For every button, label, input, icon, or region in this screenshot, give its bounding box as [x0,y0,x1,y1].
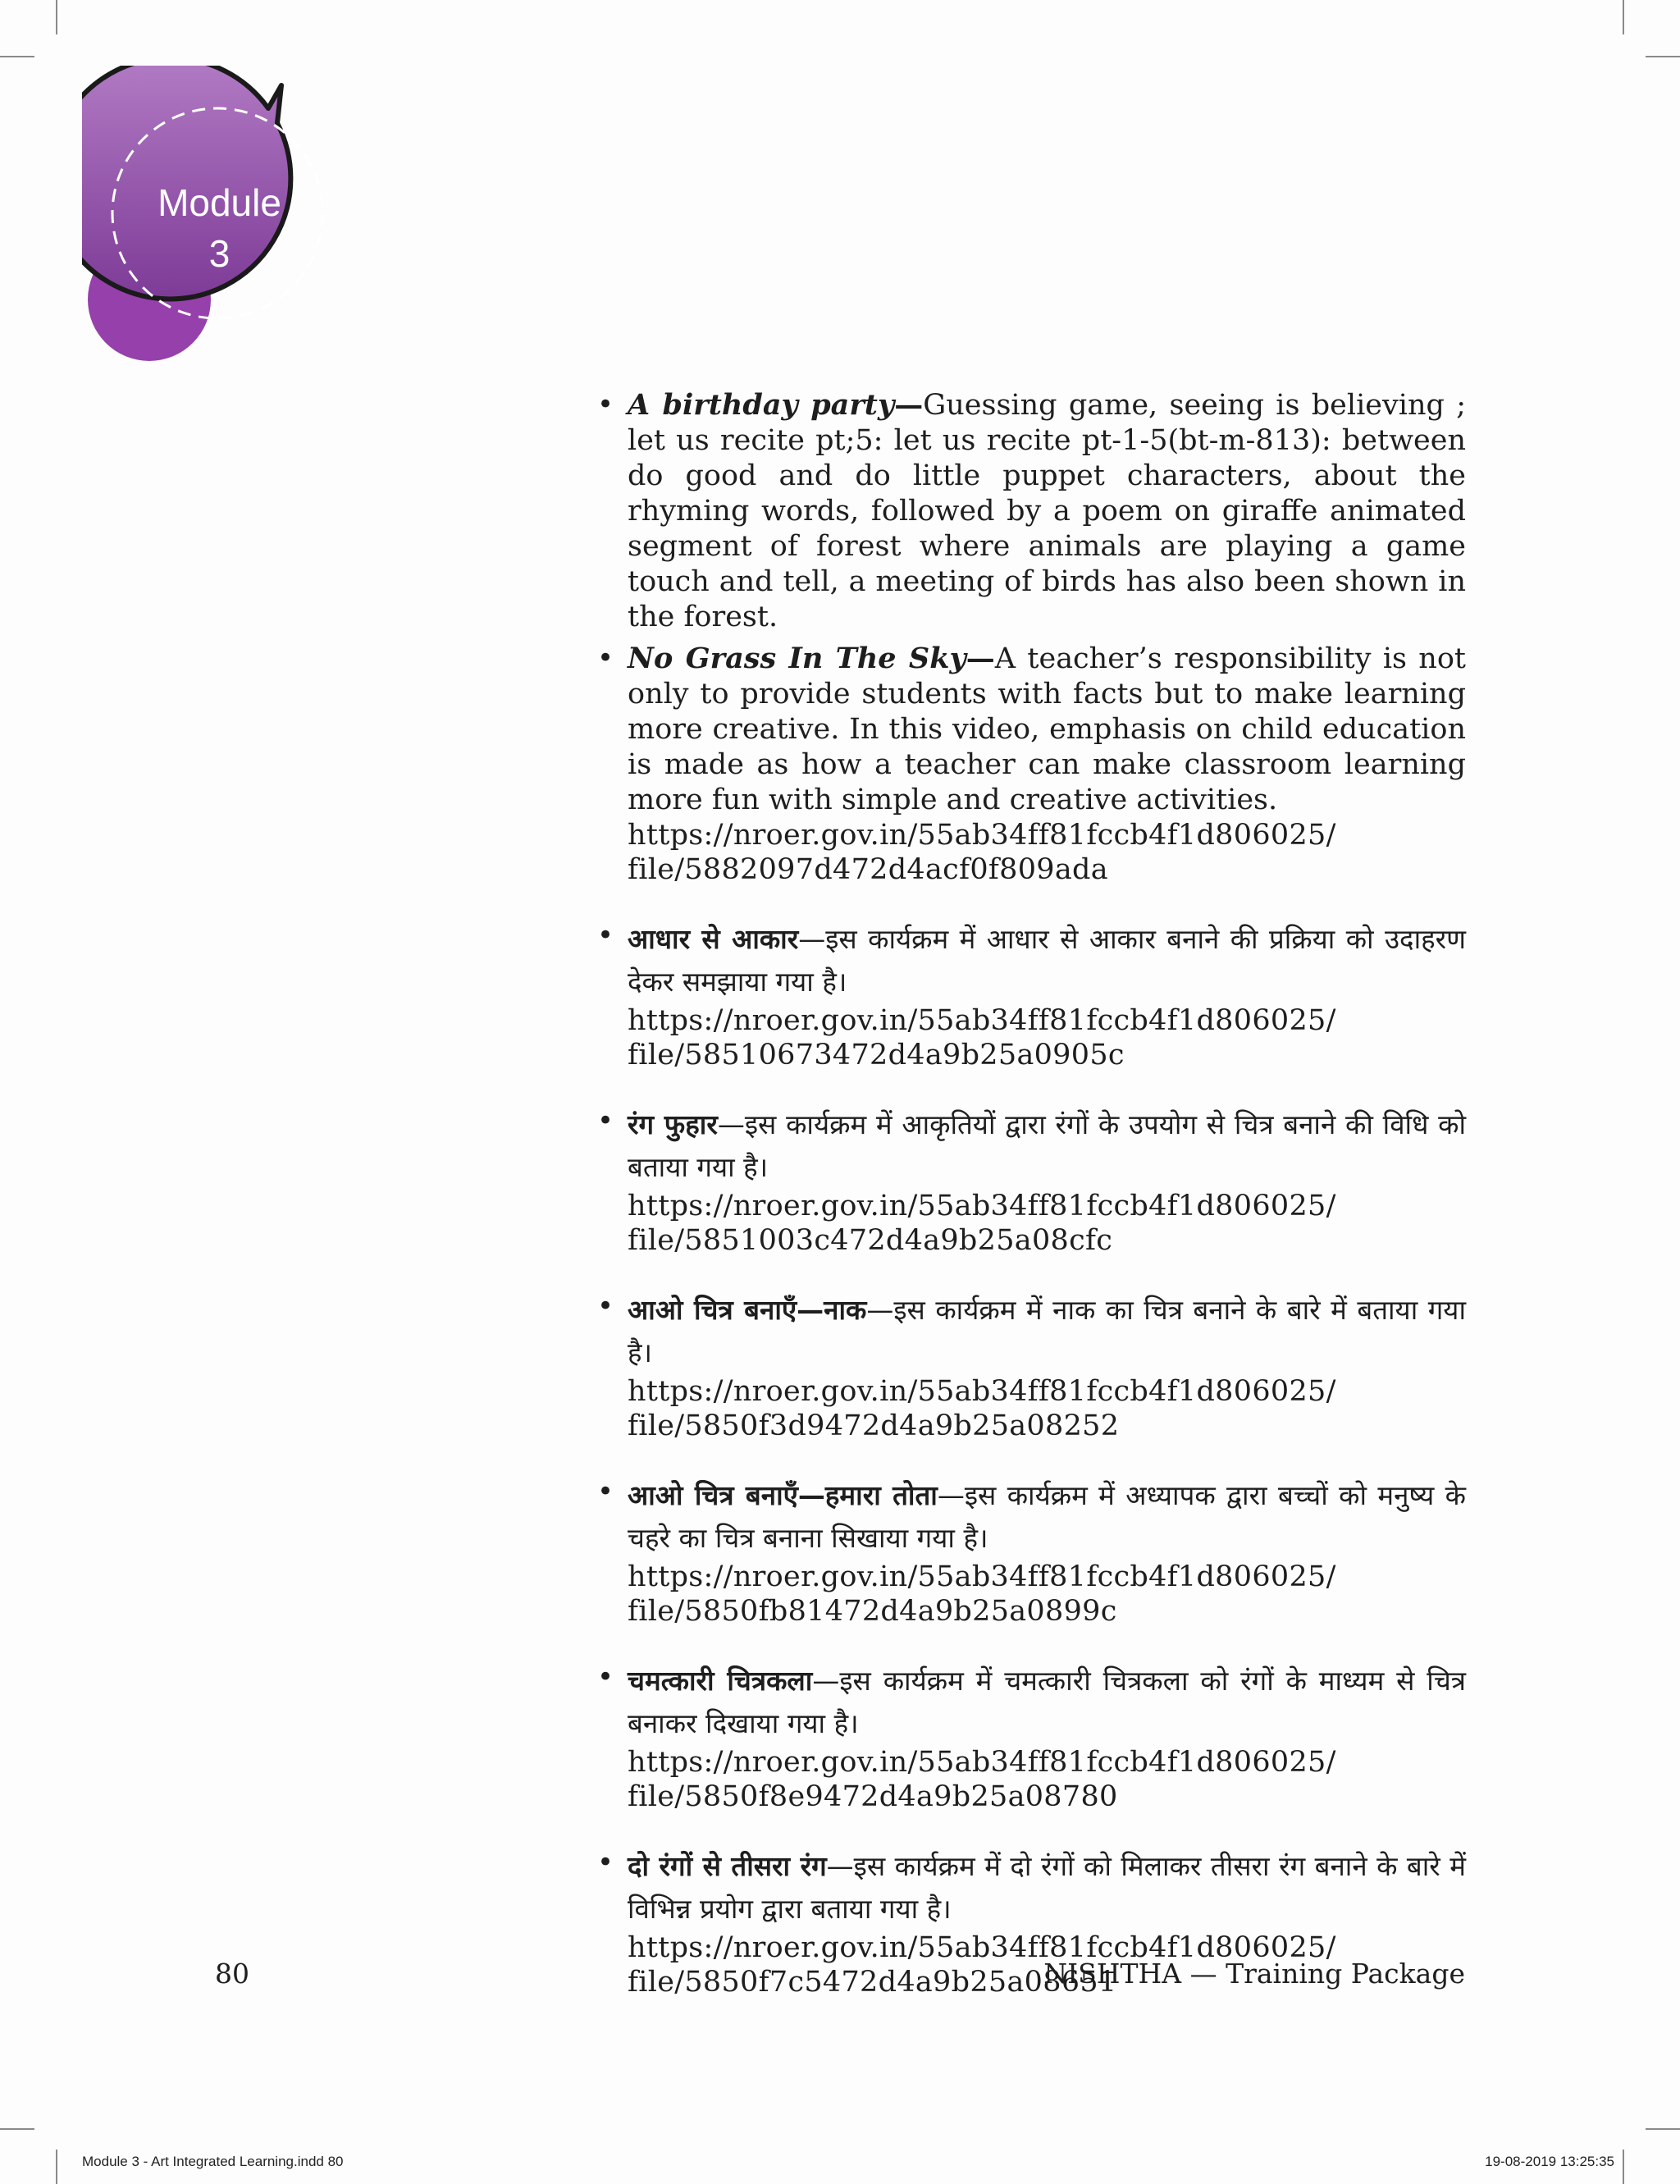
entry-hindi-text [628,1660,1466,1745]
running-footer-title: NISHTHA — Training Package [1043,1958,1465,1990]
bullet-icon: • [597,1475,614,1508]
entry-hindi-text [628,918,1466,1003]
list-item-chamatkari-chitrakala [595,1660,1466,1814]
resource-link-line-2[interactable]: file/58510673472d4a9b25a0905c [628,1039,1125,1071]
resource-link-line-2[interactable]: file/5850f3d9472d4a9b25a08252 [628,1410,1120,1442]
crop-mark-bottom-right-vertical [1623,2150,1624,2184]
bullet-icon: • [597,1846,614,1879]
bullet-icon: • [597,1661,614,1693]
resource-link-line-2[interactable]: file/5850f8e9472d4a9b25a08780 [628,1780,1118,1813]
crop-mark-bottom-right-horizontal [1646,2128,1680,2130]
bullet-icon: • [597,388,614,421]
entry-description: A teacher’s responsibility is not only to provide students with facts but to make learning more creative. In this video, emphasis on child education is made as how a teacher can make classroom learning more fun with simple and creative activities. [628,642,1466,816]
entry-title: आधार से आकार [628,923,799,955]
entry-dash: — [966,642,995,675]
resource-link-line-1[interactable]: https://nroer.gov.in/55ab34ff81fccb4f1d806025/ [628,819,1336,852]
crop-mark-bottom-left-vertical [56,2150,57,2184]
bullet-icon: • [597,642,614,674]
module-number: 3 [208,232,231,275]
crop-mark-top-left-horizontal [0,56,34,57]
entry-description: —इस कार्यक्रम में आकृतियों द्वारा रंगों के उपयोग से चित्र बनाने की विधि को बताया गया है। [628,1108,1467,1183]
crop-mark-top-right-horizontal [1646,56,1680,57]
resource-link-line-2[interactable]: file/5851003c472d4a9b25a08cfc [628,1224,1113,1257]
resource-link-line-2[interactable]: file/5882097d472d4acf0f809ada [628,853,1108,886]
crop-mark-bottom-left-horizontal [0,2128,34,2130]
entry-title: दो रंगों से तीसरा रंग [628,1850,827,1882]
print-slug-datetime: 19-08-2019 13:25:35 [1485,2154,1614,2169]
list-item-rang-fuhar [595,1103,1466,1258]
entry-description: —इस कार्यक्रम में दो रंगों को मिलाकर तीसरा रंग बनाने के बारे में विभिन्न प्रयोग द्वारा बताया गया है। [628,1850,1466,1925]
resource-link-line-1[interactable]: https://nroer.gov.in/55ab34ff81fccb4f1d806025/ [628,1375,1336,1408]
resource-link-line-1[interactable]: https://nroer.gov.in/55ab34ff81fccb4f1d806025/ [628,1560,1336,1593]
entry-title: A birthday party [628,388,895,422]
list-item-birthday-party [595,387,1466,635]
resource-link-line-1[interactable]: https://nroer.gov.in/55ab34ff81fccb4f1d806025/ [628,1004,1336,1037]
resource-list [595,387,1466,1999]
entry-description: —इस कार्यक्रम में चमत्कारी चित्रकला को रंगों के माध्यम से चित्र बनाकर दिखाया गया है। [628,1665,1466,1739]
entry-title: आओ चित्र बनाएँ—हमारा तोता [628,1479,938,1511]
entry-description: Guessing game, seeing is believing ; let us recite pt;5: let us recite pt-1-5(bt-m-813): between do good and do little puppet characters, about the rhyming words, followed by a poem on giraffe animated segment of forest where animals are playing a game touch and tell, a meeting of birds has also been shown in the forest. [628,389,1466,633]
module-badge-label [107,177,332,279]
entry-title: आओ चित्र बनाएँ—नाक [628,1294,867,1326]
bullet-icon: • [597,919,614,952]
bullet-icon: • [597,1290,614,1323]
bullet-icon: • [597,1104,614,1137]
entry-title: No Grass In The Sky [628,642,966,675]
print-slug-filename: Module 3 - Art Integrated Learning.indd 80 [82,2154,344,2169]
entry-description: —इस कार्यक्रम में अध्यापक द्वारा बच्चों को मनुष्य के चहरे का चित्र बनाना सिखाया गया है। [628,1479,1466,1554]
entry-description: —इस कार्यक्रम में नाक का चित्र बनाने के बारे में बताया गया है। [628,1294,1466,1368]
resource-link-line-1[interactable]: https://nroer.gov.in/55ab34ff81fccb4f1d806025/ [628,1190,1336,1222]
entry-dash: — [894,388,924,422]
list-item-no-grass-in-the-sky [595,641,1466,887]
entry-hindi-text [628,1474,1466,1560]
resource-link-line-1[interactable]: https://nroer.gov.in/55ab34ff81fccb4f1d806025/ [628,1931,1336,1964]
entry-description: —इस कार्यक्रम में आधार से आकार बनाने की प्रक्रिया को उदाहरण देकर समझाया गया है। [628,923,1466,998]
entry-hindi-text [628,1103,1466,1189]
list-item-aao-chitra-banaen-naak [595,1289,1466,1443]
list-item-aao-chitra-banaen-hamara-tota [595,1474,1466,1629]
module-label: Module [158,181,281,224]
page-number: 80 [215,1958,249,1990]
entry-hindi-text [628,1289,1466,1374]
crop-mark-top-left-vertical [56,0,57,34]
crop-mark-top-right-vertical [1623,0,1624,34]
resource-link-line-2[interactable]: file/5850f7c5472d4a9b25a08651 [628,1966,1117,1999]
entry-title: रंग फुहार [628,1108,718,1140]
entry-hindi-text [628,1845,1466,1930]
resource-link-line-1[interactable]: https://nroer.gov.in/55ab34ff81fccb4f1d806025/ [628,1746,1336,1779]
entry-title: चमत्कारी चित्रकला [628,1665,813,1697]
resource-link-line-2[interactable]: file/5850fb81472d4a9b25a0899c [628,1595,1117,1628]
list-item-aadhar-se-aakar [595,918,1466,1072]
